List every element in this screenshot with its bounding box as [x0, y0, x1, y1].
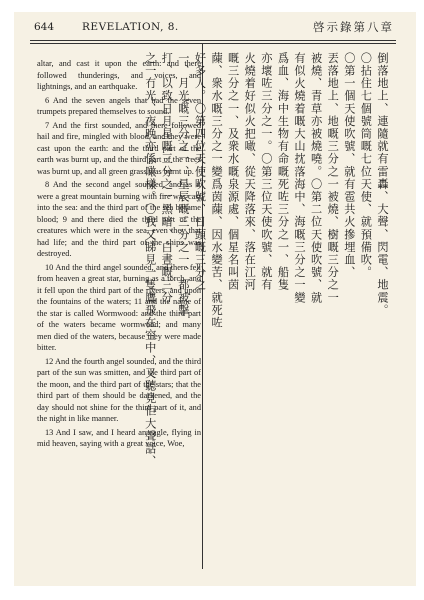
english-paragraph: 7 And the first sounded, and there followed hail and fire, mingled with blood, and they were cast upon the earth: and the third part of the earth was burnt up, and the third part of the trees was burnt up, and all green grass was burnt up. [37, 120, 201, 176]
header-rule-bottom [30, 43, 396, 44]
chinese-line: 〇拈住七個號筒嘅七位天使、就預備吹。 [359, 52, 373, 279]
page-number: 644 [34, 21, 55, 33]
english-paragraph: altar, and cast it upon the earth: and there followed thunderings, and voices, and lightnings, and an earthquake. [37, 59, 201, 91]
chinese-line: 打、以致日月星嘅三分之一黑暗、白晝嘅三分 [160, 52, 174, 304]
header-rule-top [30, 40, 396, 41]
chinese-title: 啓示錄第八章 [313, 20, 394, 34]
chinese-line: 有似火燒着嘅大山抌落海中、海嘅三分之一變 [293, 52, 307, 304]
chinese-line: 嘅三分之一、及衆水嘅泉源處、個星名叫茵 [226, 52, 240, 292]
english-paragraph: 13 And I saw, and I heard an eagle, flying in mid heaven, saying with a great voice, Woe, [37, 427, 201, 448]
chinese-line: 蔯、衆水嘅三分之一變爲茵蔯、因水變苦、就死咗 [210, 52, 224, 330]
english-paragraph: 6 And the seven angels that had the seven trumpets prepared themselves to sound. [37, 95, 201, 116]
chinese-line: 倒落地上、連隨就有雷轟、大聲、閃電、地震。 [376, 52, 389, 317]
chinese-line: 好多人。〇第四位天使吹號、日頭嘅三分之 [193, 52, 207, 292]
chinese-line: 丟落地上、地嘅三分之一被燒、樹嘅三分之一 [326, 52, 340, 304]
english-paragraph: 10 And the third angel sounded, and there fell from heaven a great star, burning as a torch, and it fell upon the third part of the rivers, and upon the fountains of the waters; 11 and the name of the star is called Wormwood: and the third part of the waters became wormwood; and many men died of the waters, because they were made bitter. [37, 262, 201, 352]
chinese-line: 爲血、海中生物有命嘅死咗三分之一、船隻 [276, 52, 290, 292]
chinese-line: 一、月光嘅三分之一、星辰嘅三分之一、都被擊 [176, 52, 190, 317]
chinese-line: 火燒着好似火把噉、從天降落來、落在江河 [243, 52, 257, 292]
chinese-line: 〇第一個天使吹號、就有雹共火摻埋血、 [342, 52, 356, 279]
chinese-line: 亦壞咗三分之一。〇第三位天使吹號、就有 [259, 52, 273, 292]
english-paragraph: 8 And the second angel sounded, and as it were a great mountain burning with fire was cast into the sea: and the third part of the sea became blood; 9 and there died the third part of the creatures which were in the sea, even they that had life; and the third part of the ships was destroyed. [37, 180, 201, 258]
chinese-line: 之一冇光、夜晚亦係噉樣。〇我又睇見一隻鷹飛在空中、又聽見佢大聲話、 [143, 52, 157, 468]
chinese-text-column [143, 52, 390, 567]
english-paragraph: 12 And the fourth angel sounded, and the third part of the sun was smitten, and the third part of the moon, and the third part of the stars; that the third part of them should be darkened, and the day should not shine for the third part of it, and the night in like manner. [37, 356, 201, 423]
chinese-line: 被燒、青草亦被燒嘵。〇第二位天使吹號、就 [309, 52, 323, 304]
page-header [22, 19, 404, 37]
book-title: REVELATION, 8. [82, 21, 179, 33]
